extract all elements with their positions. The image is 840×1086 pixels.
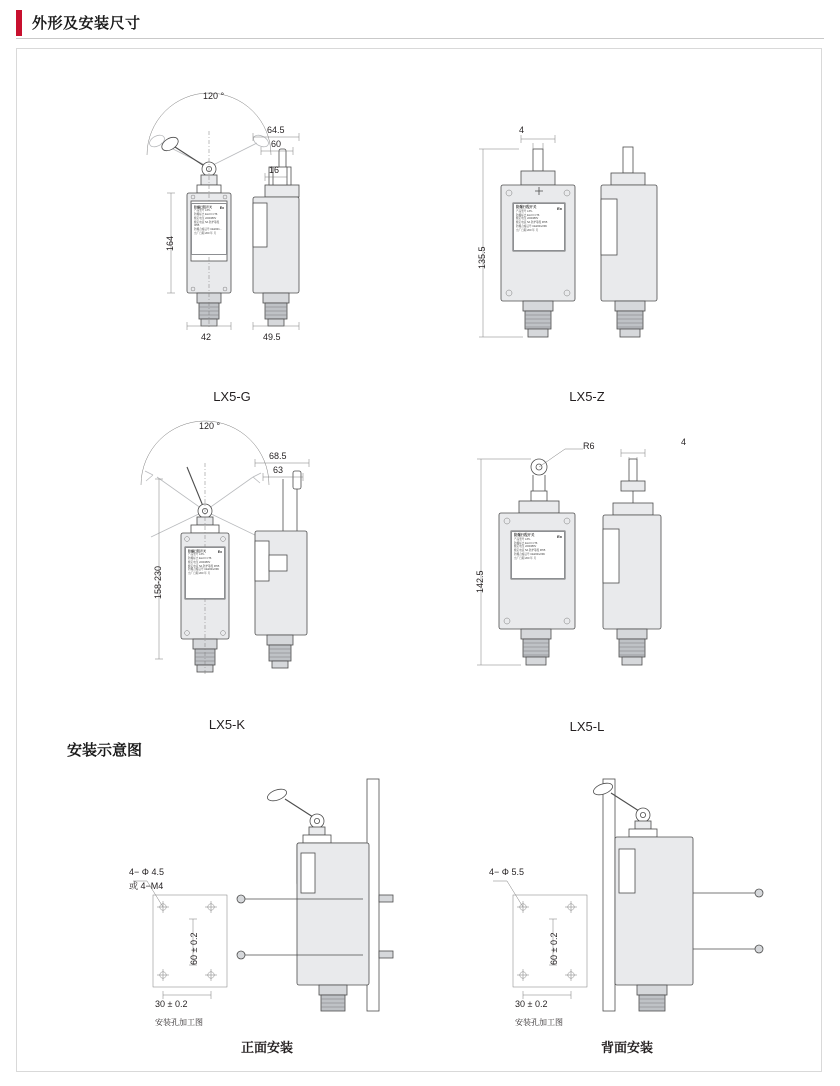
dim-lx5k-158230: 158-230 <box>153 565 163 599</box>
dim-lx5g-angle: 120 ° <box>203 91 225 101</box>
figure-back-mounting <box>487 769 777 1055</box>
dim-lx5g-645: 64.5 <box>267 125 285 135</box>
dim-lx5l-1425: 142.5 <box>475 570 485 593</box>
nameplate-line: 额定电流 5A 防护等级 IP65 <box>514 549 546 553</box>
dim-lx5g-495: 49.5 <box>263 332 281 342</box>
drawing-lx5-z <box>457 99 687 369</box>
nameplate-line: 防爆标志 Exd II CT6 <box>516 213 540 217</box>
dim-lx5g-164: 164 <box>165 235 175 251</box>
drawing-lx5-l <box>457 425 687 705</box>
dim-lx5z-1355: 135.5 <box>477 246 487 269</box>
dim-lx5l-4: 4 <box>681 437 687 447</box>
nameplate-line: 出厂日期 200 年 月 <box>514 556 537 560</box>
caption-front-mounting: 正面安装 <box>240 1040 293 1055</box>
nameplate-line: 额定电流 5A 防护等级 IP65 <box>516 221 548 225</box>
nameplate-title: 防爆行程开关 <box>194 205 213 209</box>
nameplate-line: 出厂日期 200 年 月 <box>194 231 217 235</box>
dim-back-hole-dia: 4− Φ 5.5 <box>489 867 524 877</box>
ex-mark: Ex <box>217 550 222 554</box>
dim-front-60: 60 ± 0.2 <box>189 932 199 965</box>
nameplate-lx5-k <box>185 547 225 599</box>
dim-front-30: 30 ± 0.2 <box>155 999 188 1009</box>
nameplate-line: 额定电流 5A 防护等级 IP65 <box>194 220 220 228</box>
dim-lx5g-60: 60 <box>271 139 282 149</box>
caption-lx5-g: LX5-G <box>213 389 251 404</box>
nameplate-title: 防爆行程开关 <box>188 549 207 553</box>
nameplate-line: 额定电压 220/380V <box>188 560 211 564</box>
nameplate-line: 防爆合格证号 CE2001/299 <box>516 224 547 228</box>
dim-front-hole-dia: 4− Φ 4.5 <box>129 867 164 877</box>
nameplate-line: 产品型号 LX5- <box>514 537 531 541</box>
figure-front-mounting <box>127 769 417 1055</box>
ex-mark: Ex <box>557 206 562 211</box>
dim-lx5z-4: 4 <box>519 125 525 135</box>
page-title: 外形及安装尺寸 <box>32 15 141 32</box>
nameplate-lx5-z <box>513 203 565 251</box>
dim-front-hole-thread: 或 4−M4 <box>129 881 164 891</box>
note-front-hole-pattern: 安装孔加工图 <box>155 1018 203 1027</box>
nameplate-line: 产品型号 LX5- <box>188 553 205 557</box>
dim-lx5k-63: 63 <box>273 465 284 475</box>
dim-lx5l-r6: R6 <box>583 441 595 451</box>
nameplate-line: 额定电流 5A 防护等级 IP65 <box>188 564 220 568</box>
nameplate-lx5-l <box>511 531 565 579</box>
drawing-lx5-g <box>127 89 337 369</box>
nameplate-line: 防爆合格证号 CE2001… <box>194 228 223 232</box>
figure-lx5-g <box>127 89 337 404</box>
header-divider <box>16 38 824 39</box>
dim-back-30: 30 ± 0.2 <box>515 999 548 1009</box>
drawing-back-mounting <box>487 769 777 1019</box>
caption-lx5-k: LX5-K <box>208 717 246 732</box>
nameplate-line: 防爆标志 Exd II CT6 <box>194 213 218 217</box>
dim-lx5g-42: 42 <box>201 332 212 342</box>
header-accent-bar <box>16 10 22 36</box>
ex-mark: Ex <box>219 206 224 210</box>
nameplate-line: 额定电压 220/380V <box>514 545 537 549</box>
dim-lx5k-685: 68.5 <box>269 451 287 461</box>
dim-lx5k-angle: 120 ° <box>199 421 221 431</box>
figure-lx5-z <box>457 99 687 404</box>
nameplate-line: 防爆标志 Exd II CT6 <box>514 541 538 545</box>
nameplate-title: 防爆行程开关 <box>514 533 535 537</box>
nameplate-line: 产品型号 LX5- <box>194 209 211 213</box>
drawing-front-mounting <box>127 769 417 1019</box>
note-back-hole-pattern: 安装孔加工图 <box>515 1018 563 1027</box>
nameplate-line: 出厂日期 200 年 月 <box>516 228 539 232</box>
dim-back-60: 60 ± 0.2 <box>549 932 559 965</box>
nameplate-line: 防爆标志 Exd II CT6 <box>188 557 212 561</box>
drawing-lx5-k <box>117 419 347 699</box>
nameplate-line: 防爆合格证号 CE2001/299 <box>188 568 219 572</box>
nameplate-lx5-g <box>191 203 227 255</box>
nameplate-line: 额定电压 220/380V <box>516 217 539 221</box>
caption-lx5-z: LX5-Z <box>569 389 605 404</box>
nameplate-line: 额定电压 220/380V <box>194 216 217 220</box>
caption-back-mounting: 背面安装 <box>600 1040 653 1055</box>
caption-lx5-l: LX5-L <box>569 719 605 734</box>
nameplate-title: 防爆行程开关 <box>516 205 537 209</box>
figure-lx5-k <box>117 419 347 732</box>
nameplate-line: 产品型号 LX5- <box>516 209 533 213</box>
ex-mark: Ex <box>557 534 562 539</box>
dim-lx5g-16: 16 <box>269 165 280 175</box>
nameplate-line: 防爆合格证号 CE2001/299 <box>514 552 545 556</box>
page-header <box>16 10 824 40</box>
figure-lx5-l <box>457 425 687 734</box>
content-frame <box>16 48 822 1072</box>
mounting-section-title: 安装示意图 <box>67 742 143 759</box>
nameplate-line: 出厂日期 200 年 月 <box>188 572 211 576</box>
